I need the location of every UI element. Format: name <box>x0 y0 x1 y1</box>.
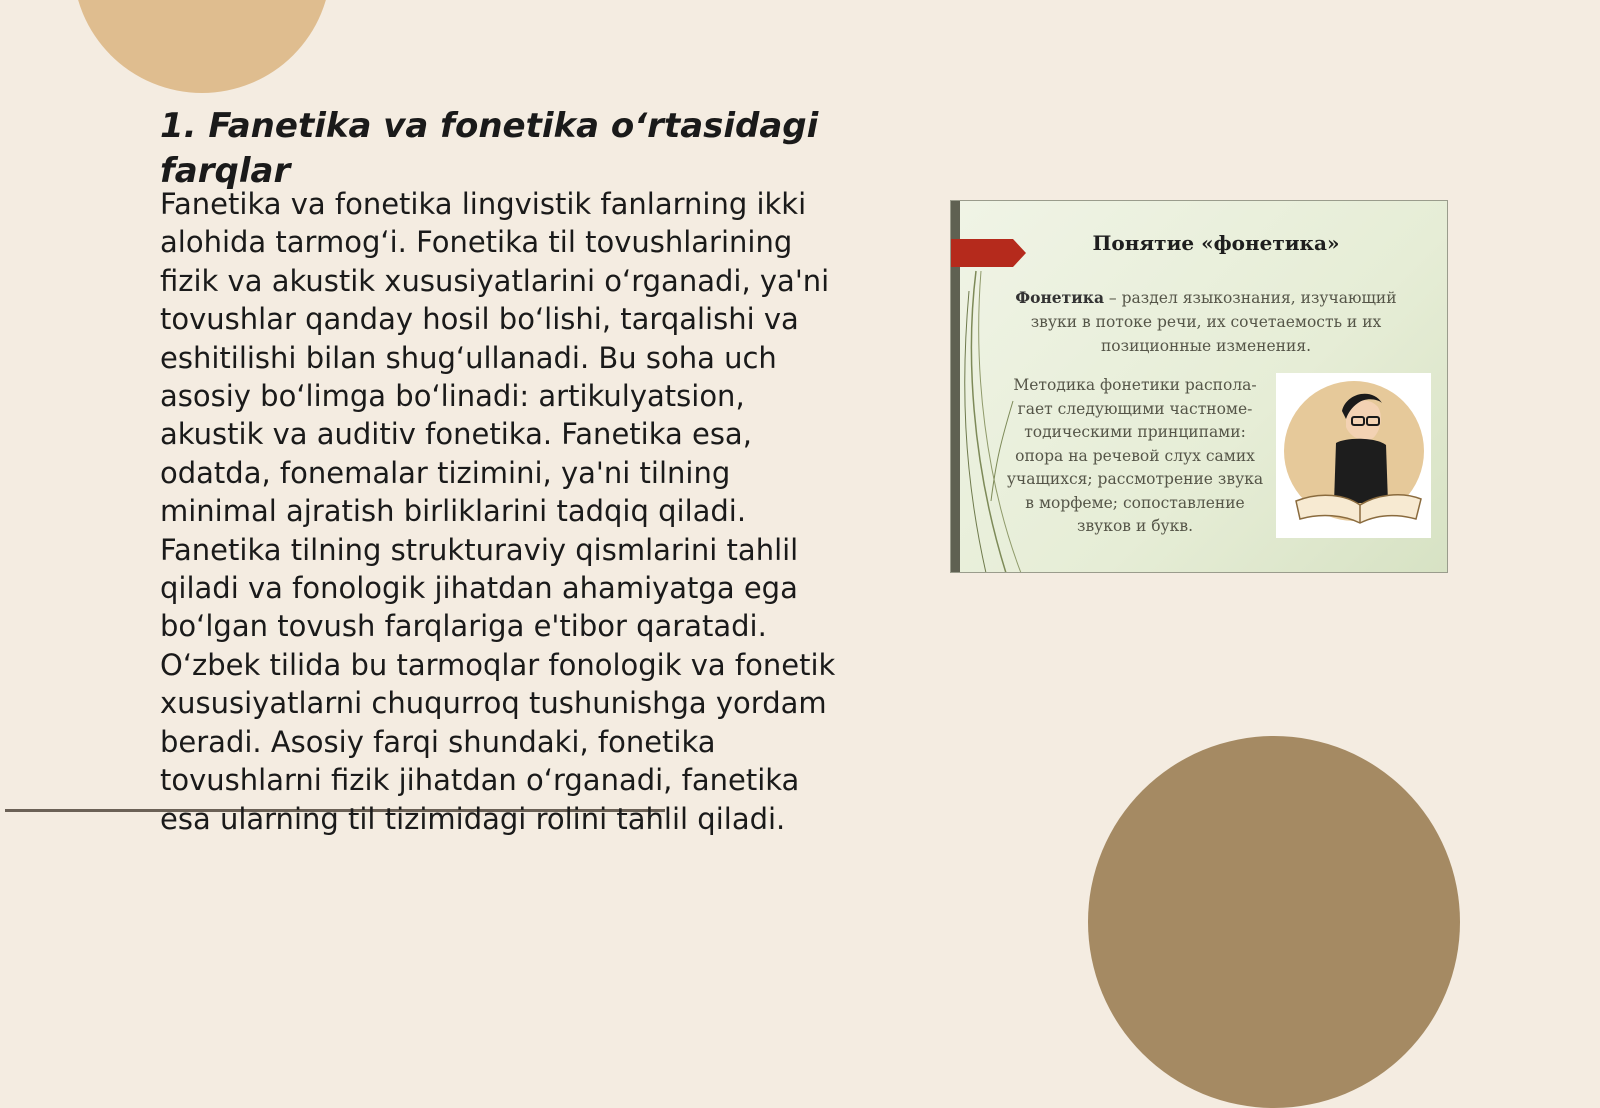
method-line: тодическими принципами: <box>1024 423 1246 441</box>
red-arrow-icon <box>951 239 1026 267</box>
definition-text: – раздел языкознания, изучающий звуки в потоке речи, их сочетаемость и их позиционные изменения. <box>1030 289 1397 355</box>
slide-heading: 1. Fanetika va fonetika o‘rtasidagi farqlar <box>160 106 819 191</box>
slide-image-definition <box>1011 286 1401 358</box>
slide-image-title: Понятие «фонетика» <box>1092 231 1340 255</box>
body-paragraph: Fanetika va fonetika lingvistik fanlarning ikki alohida tarmog‘i. Fonetika til tovushlarining fizik va akustik xususiyatlarini o‘rganadi, ya'ni tovushlar qanday hosil bo‘lishi, tarqalishi va eshitilishi bilan shug‘ullanadi. Bu soha uch asosiy bo‘limga bo‘linadi: artikulyatsion, akustik va auditiv fonetika. Fanetika esa, odatda, fonemalar tizimini, ya'ni tilning minimal ajratish birliklarini tadqiq qiladi. Fanetika tilning strukturaviy qismlarini tahlil qiladi va fonologik jihatdan ahamiyatga ega bo‘lgan tovush farqlariga e'tibor qaratadi. O‘zbek tilida bu tarmoqlar fonologik va fonetik xususiyatlarni chuqurroq tushunishga yordam beradi. Asosiy farqi shundaki, fonetika tovushlarni fizik jihatdan o‘rganadi, fanetika esa ularning til tizimidagi rolini tahlil qiladi. <box>160 187 836 836</box>
decorative-circle-top <box>73 0 331 93</box>
method-line: гает следующими частноме- <box>1017 399 1253 418</box>
embedded-slide-image <box>950 200 1448 573</box>
method-line: в морфеме; сопоставление <box>1025 493 1245 512</box>
slide-image-method <box>1001 374 1269 539</box>
method-line: учащихся; рассмотрение звука <box>1006 470 1264 488</box>
method-line: опора на речевой слух самих <box>1015 446 1255 465</box>
method-line: Методика фонетики распола- <box>1013 376 1257 394</box>
method-line: звуков и букв. <box>1076 517 1194 535</box>
reading-person-icon <box>1276 373 1431 538</box>
definition-term: Фонетика <box>1015 288 1104 307</box>
decorative-circle-bottom <box>1088 736 1460 1108</box>
